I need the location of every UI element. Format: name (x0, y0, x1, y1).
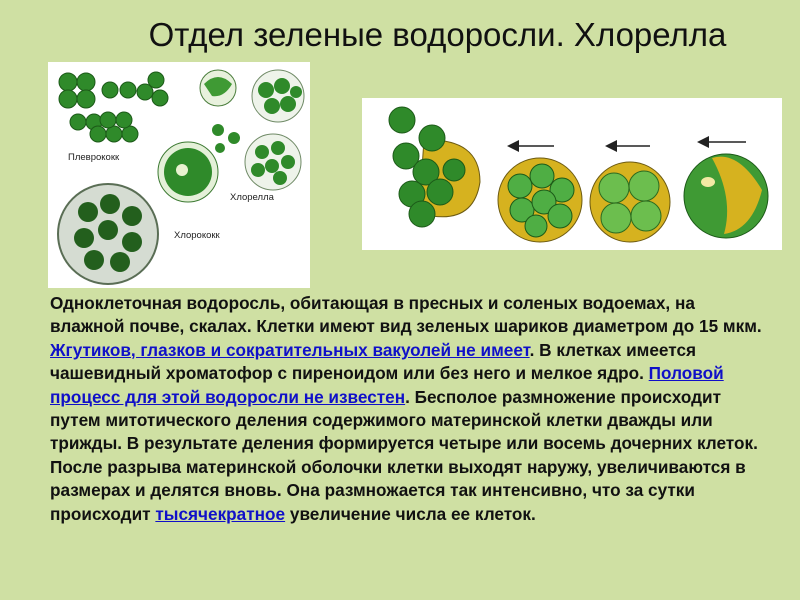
reproduction-illustration (362, 98, 782, 250)
reproduction-figure-right (362, 98, 782, 250)
link-sexual-process[interactable]: Половой процесс для этой водоросли не известен (50, 363, 724, 407)
label-chlorella: Хлорелла (230, 192, 274, 203)
pleurococcus-cluster (59, 72, 168, 142)
label-chlorococcum: Хлорококк (174, 230, 220, 241)
text-part-3: . Бесполое размножение происходит путем митотического деления содержимого материнской клетки дважды или трижды. В результате деления формируется четыре или восемь дочерних клеток. После разрыва материнской оболочки клетки выходят наружу, увеличиваются в размерах и делятся вновь. Она размножается так интенсивно, что за сутки происходит (50, 386, 758, 524)
page-title: Отдел зеленые водоросли. Хлорелла (148, 16, 727, 53)
algae-illustration (48, 62, 310, 288)
algae-figure-left (48, 62, 310, 288)
text-part-2: . В клетках имеется чашевидный хроматофор с пиреноидом или без него и мелкое ядро. (50, 339, 697, 384)
label-pleurococcus: Плеврококк (68, 152, 120, 163)
link-no-flagella[interactable]: Жгутиков, глазков и сократительных вакуолей не имеет (50, 339, 530, 360)
text-part-1: Одноклеточная водоросль, обитающая в пресных и соленых водоемах, на влажной почве, скалах. Клетки имеют вид зеленых шариков диаметром до 15 мкм. (50, 293, 762, 337)
text-part-4: увеличение числа ее клеток. (285, 503, 536, 524)
description-paragraph (50, 292, 770, 526)
link-thousandfold[interactable]: тысячекратное (155, 503, 286, 524)
